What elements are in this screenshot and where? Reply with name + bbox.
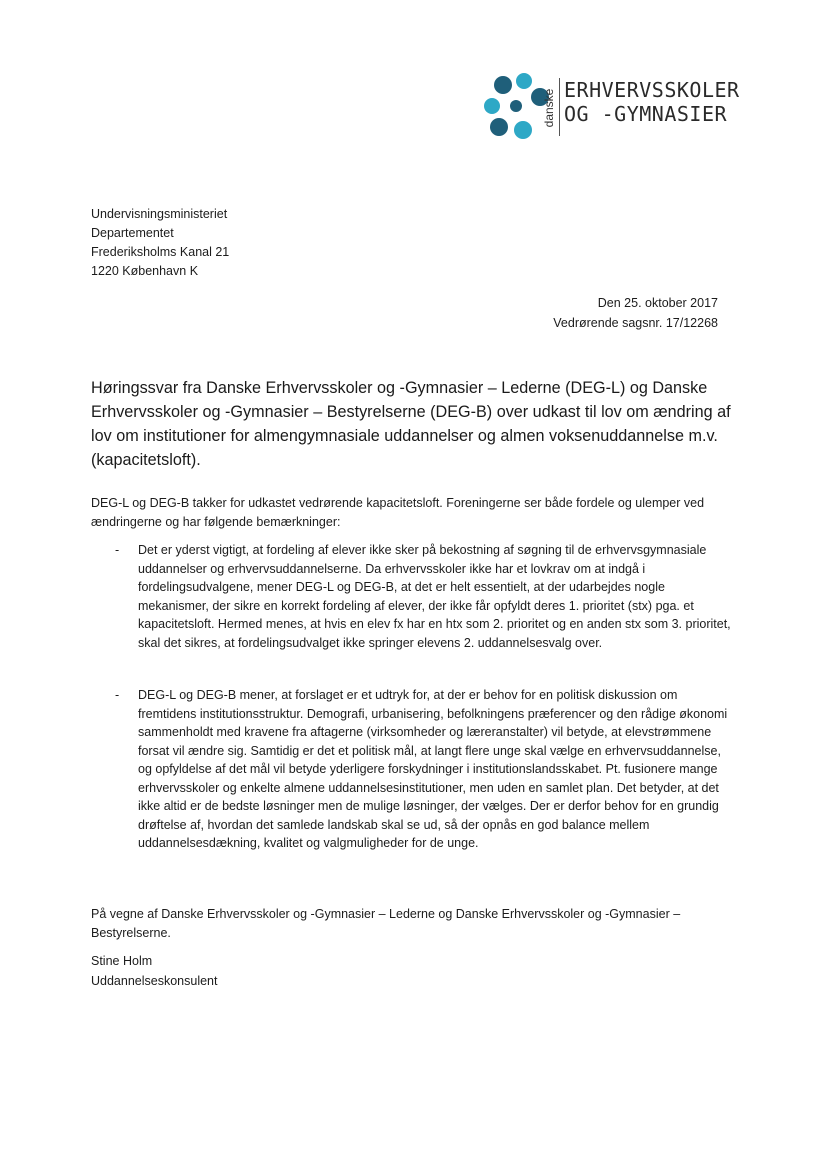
remarks-list bbox=[91, 541, 731, 853]
case-number: Vedrørende sagsnr. 17/12268 bbox=[553, 316, 718, 330]
logo-line-2: OG -GYMNASIER bbox=[564, 102, 728, 126]
letter-title: Høringssvar fra Danske Erhvervsskoler og -Gymnasier – Lederne (DEG-L) og Danske Erhvervsskoler og -Gymnasier – Bestyrelserne (DEG-B) over udkast til lov om ændring af lov om institutioner for almengymnasiale uddannelser og almen voksenuddannelse m.v. (kapacitetsloft). bbox=[91, 379, 731, 469]
logo-petal bbox=[490, 118, 508, 136]
letter-meta bbox=[553, 293, 718, 333]
signer-role: Uddannelseskonsulent bbox=[91, 974, 218, 988]
signer-name: Stine Holm bbox=[91, 954, 153, 968]
list-item bbox=[91, 541, 731, 652]
logo-petal bbox=[510, 100, 522, 112]
logo-line-1: ERHVERVSSKOLER bbox=[564, 78, 740, 102]
logo-petal bbox=[484, 98, 500, 114]
logo-petal bbox=[514, 121, 532, 139]
recipient-line: Undervisningsministeriet bbox=[91, 207, 228, 221]
organization-logo bbox=[480, 70, 750, 142]
recipient-line: Departementet bbox=[91, 226, 174, 240]
logo-petal bbox=[494, 76, 512, 94]
bullet-dash: - bbox=[115, 543, 120, 557]
list-item bbox=[91, 686, 731, 853]
recipient-line: Frederiksholms Kanal 21 bbox=[91, 245, 230, 259]
bullet-dash: - bbox=[115, 688, 120, 702]
bullet-text: DEG-L og DEG-B mener, at forslaget er et udtryk for, at der er behov for en politisk diskussion om fremtidens institutionsstruktur. Demografi, urbanisering, befolkningens præferencer og den rådige økonomi sammenholdt med kravene fra aftagerne (virksomheder og læreranstalter) vil betyde, at elevstrømmene forsat vil ændre sig. Samtidig er det et politisk mål, at langt flere unge skal vælge en erhvervsuddannelse, og opfyldelse af det mål vil betyde yderligere forskydninger i institutionslandsskabet. Pt. fusionere mange erhvervsskoler og enkelte almene uddannelsesinstitutioner, men uden en samlet plan. Det betyder, at det ikke altid er de bedste løsninger men de mulige løsninger, der vælges. Der er derfor behov for en grundig drøftelse af, hvordan det samlede landskab skal se ud, så der opnås en god balance mellem uddannelsesdækning, kvalitet og valgmuligheder for de unge. bbox=[138, 688, 728, 850]
logo-small-text: danske bbox=[542, 88, 556, 128]
logo-divider bbox=[559, 78, 560, 136]
signature-block bbox=[91, 951, 217, 991]
letter-date: Den 25. oktober 2017 bbox=[597, 296, 718, 310]
bullet-text: Det er yderst vigtigt, at fordeling af elever ikke sker på bekostning af søgning til de erhvervsgymnasiale uddannelser og erhvervsuddannelserne. Da erhvervsskoler ikke har et lovkrav om at indgå i fordelingsudvalgene, mener DEG-L og DEG-B, at det er helt essentielt, at der udarbejdes nogle mekanismer, der sikre en korrekt fordeling af elever, der ikke får opfyldt deres 1. prioritet (stx) pga. et kapacitetsloft. Hermed menes, at hvis en elev fx har en htx som 2. prioritet og en anden stx som 3. prioritet, skal det sikres, at fordelingsudvalget ikke springer elevens 2. uddannelsesvalg over. bbox=[138, 543, 731, 650]
logo-petal bbox=[516, 73, 532, 89]
intro-paragraph: DEG-L og DEG-B takker for udkastet vedrørende kapacitetsloft. Foreningerne ser både fordele og ulemper ved ændringerne og har følgende bemærkninger: bbox=[91, 496, 705, 529]
recipient-line: 1220 København K bbox=[91, 264, 199, 278]
closing-paragraph: På vegne af Danske Erhvervsskoler og -Gymnasier – Lederne og Danske Erhvervsskoler og -Gymnasier – Bestyrelserne. bbox=[91, 907, 681, 940]
recipient-address bbox=[91, 205, 229, 281]
